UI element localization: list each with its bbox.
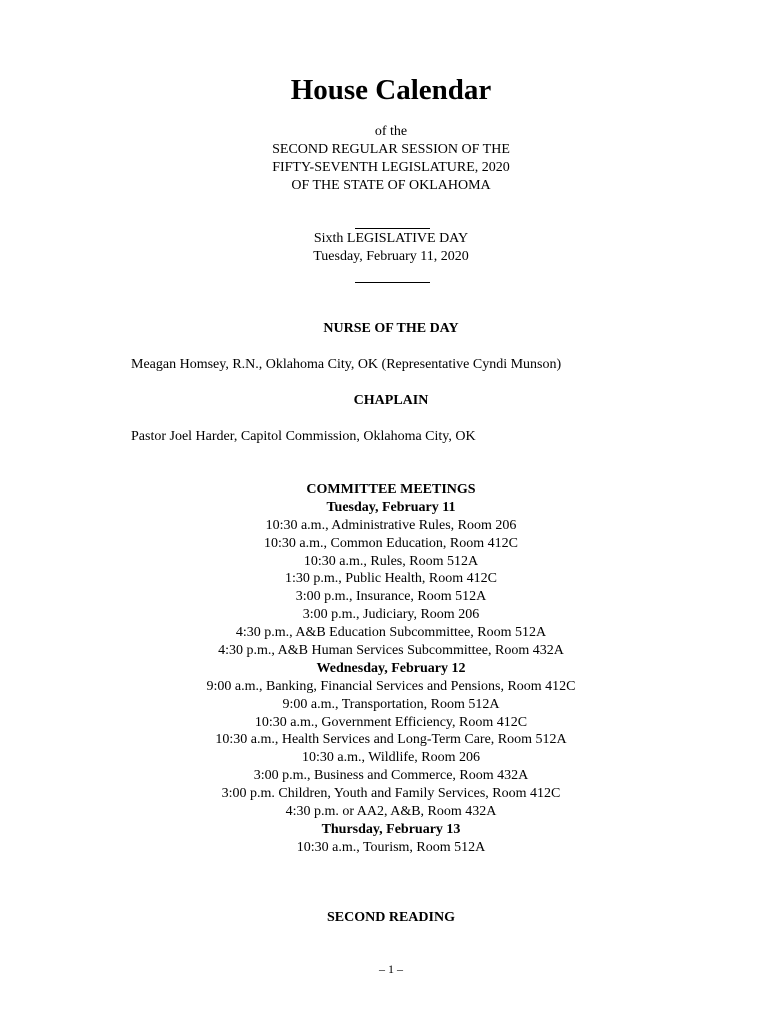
meeting-item: 1:30 p.m., Public Health, Room 412C (285, 571, 497, 587)
meeting-item: 4:30 p.m., A&B Education Subcommittee, Room 512A (235, 625, 547, 641)
divider-line (355, 282, 430, 283)
meeting-item: 3:00 p.m. Children, Youth and Family Services, Room 412C (221, 786, 561, 802)
nurse-text: Meagan Homsey, R.N., Oklahoma City, OK (Representative Cyndi Munson) (131, 357, 562, 372)
chaplain-heading: CHAPLAIN (353, 393, 429, 408)
committee-meetings-section (0, 481, 770, 857)
subtitle-line: OF THE STATE OF OKLAHOMA (291, 178, 491, 193)
meeting-item: 10:30 a.m., Administrative Rules, Room 206 (265, 517, 517, 533)
meeting-item: 10:30 a.m., Health Services and Long-Term Care, Room 512A (215, 732, 567, 748)
meeting-item: 3:00 p.m., Insurance, Room 512A (295, 589, 487, 605)
subtitle-line: of the (374, 124, 408, 139)
meeting-day-heading: Thursday, February 13 (321, 821, 461, 837)
meeting-item: 10:30 a.m., Government Efficiency, Room 412C (254, 714, 528, 730)
legislative-day: Sixth LEGISLATIVE DAY (313, 231, 469, 246)
meeting-item: 9:00 a.m., Banking, Financial Services and Pensions, Room 412C (206, 678, 576, 694)
meeting-item: 3:00 p.m., Judiciary, Room 206 (302, 607, 480, 623)
meeting-item: 10:30 a.m., Common Education, Room 412C (264, 535, 518, 551)
meeting-day-heading: Wednesday, February 12 (316, 660, 466, 676)
session-subtitle (0, 123, 770, 195)
session-date: Tuesday, February 11, 2020 (313, 249, 469, 264)
meeting-item: 10:30 a.m., Wildlife, Room 206 (301, 750, 481, 766)
page-title: House Calendar (290, 74, 492, 106)
meeting-item: 10:30 a.m., Tourism, Room 512A (296, 839, 486, 855)
meeting-item: 9:00 a.m., Transportation, Room 512A (282, 696, 500, 712)
committee-meetings-heading: COMMITTEE MEETINGS (306, 482, 476, 497)
page-number: – 1 – (379, 962, 403, 976)
meeting-day-heading: Tuesday, February 11 (326, 499, 456, 515)
meeting-item: 4:30 p.m. or AA2, A&B, Room 432A (285, 804, 497, 820)
legislative-day-block (0, 230, 770, 266)
nurse-heading: NURSE OF THE DAY (323, 321, 459, 336)
subtitle-line: SECOND REGULAR SESSION OF THE (272, 142, 510, 157)
meeting-item: 10:30 a.m., Rules, Room 512A (303, 553, 479, 569)
second-reading-heading: SECOND READING (327, 910, 455, 925)
chaplain-text: Pastor Joel Harder, Capitol Commission, Oklahoma City, OK (131, 429, 476, 444)
meeting-item: 3:00 p.m., Business and Commerce, Room 432A (253, 768, 529, 784)
meeting-item: 4:30 p.m., A&B Human Services Subcommittee, Room 432A (218, 643, 564, 659)
subtitle-line: FIFTY-SEVENTH LEGISLATURE, 2020 (272, 160, 510, 175)
divider-line (355, 228, 430, 229)
